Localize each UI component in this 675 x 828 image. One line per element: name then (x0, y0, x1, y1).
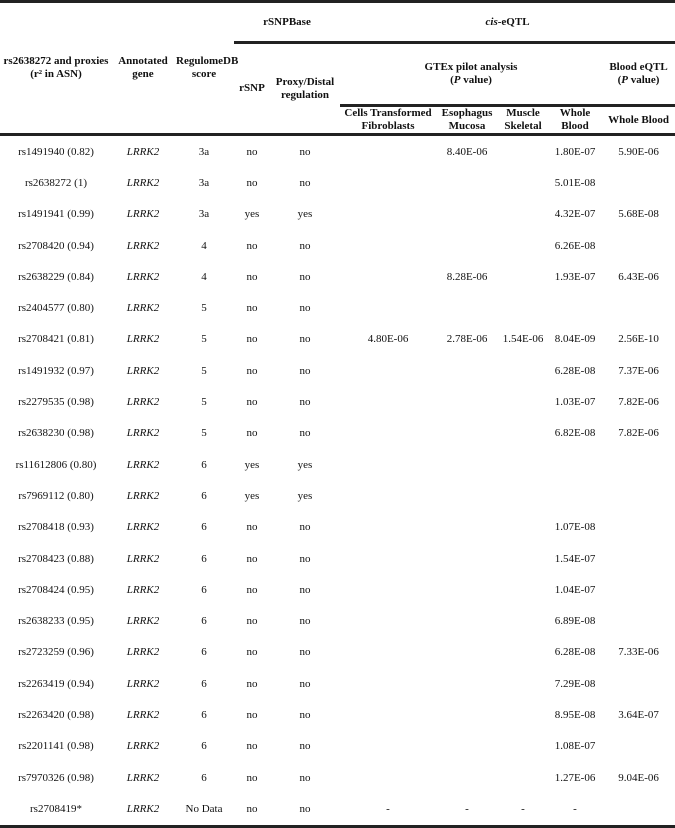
whole-blood-gtex-cell: 6.89E-08 (554, 615, 596, 628)
whole-blood-gtex-cell: 8.04E-09 (554, 333, 596, 346)
muscle-pvalue-cell (498, 731, 548, 762)
snp-cell: rs2708423 (0.88) (18, 552, 94, 565)
muscle-pvalue-cell (498, 355, 548, 386)
snp-cell: rs1491932 (0.97) (18, 364, 94, 377)
regulome-cell: No Data (174, 793, 234, 826)
rsnp-cell: no (246, 396, 258, 409)
whole-blood-eqtl-cell: 6.43E-06 (618, 270, 659, 283)
proxy-cell: no (299, 270, 311, 283)
snp-cell: rs2708419* (0, 793, 112, 826)
esophagus-pvalue-cell (436, 543, 498, 574)
proxy-cell: no (299, 708, 311, 721)
muscle-pvalue-cell (498, 167, 548, 198)
regulome-cell: 6 (201, 646, 207, 659)
regulome-cell: 5 (201, 427, 207, 440)
header-gtex: GTEx pilot analysis (P value) (340, 43, 602, 106)
snp-cell: rs2263420 (0.98) (18, 708, 94, 721)
cells-pvalue-cell (340, 261, 436, 292)
whole-blood-eqtl-cell (602, 574, 675, 605)
whole-blood-gtex-cell: 1.04E-07 (554, 583, 596, 596)
whole-blood-gtex-cell: 1.07E-08 (554, 521, 596, 534)
header-whole-blood: Whole Blood (602, 106, 675, 135)
cells-pvalue-cell (340, 386, 436, 417)
whole-blood-gtex-cell: 1.03E-07 (554, 396, 596, 409)
gene-cell: LRRK2 (126, 771, 160, 784)
p-label: P (621, 74, 628, 86)
muscle-pvalue-cell (498, 543, 548, 574)
whole-blood-eqtl-cell: 3.64E-07 (618, 708, 659, 721)
table-row (0, 699, 675, 730)
esophagus-pvalue-cell (436, 199, 498, 230)
esophagus-pvalue-cell (436, 574, 498, 605)
gene-cell: LRRK2 (126, 583, 160, 596)
gene-cell: LRRK2 (126, 677, 160, 690)
muscle-pvalue-cell (498, 386, 548, 417)
header-gene: Annotated gene (112, 2, 174, 135)
proxy-cell: yes (297, 489, 313, 502)
snp-cell: rs2638233 (0.95) (18, 615, 94, 628)
snp-cell: rs1491941 (0.99) (18, 208, 94, 221)
table-row (0, 418, 675, 449)
table-row (0, 793, 675, 826)
regulome-cell: 4 (201, 270, 207, 283)
regulome-cell: 6 (201, 521, 207, 534)
gene-cell: LRRK2 (126, 208, 160, 221)
gene-cell: LRRK2 (126, 708, 160, 721)
cells-pvalue-cell: 4.80E-06 (367, 333, 409, 346)
proxy-cell: no (299, 396, 311, 409)
rsnp-cell: no (246, 427, 258, 440)
whole-blood-eqtl-cell (602, 167, 675, 198)
muscle-pvalue-cell (498, 199, 548, 230)
muscle-pvalue-cell (498, 668, 548, 699)
header-esophagus: Esophagus Mucosa (436, 106, 498, 135)
proxy-cell: no (299, 646, 311, 659)
gene-cell: LRRK2 (126, 176, 160, 189)
whole-blood-gtex-cell (548, 292, 602, 323)
gene-cell: LRRK2 (126, 270, 160, 283)
snp-cell: rs1491940 (0.82) (18, 145, 94, 158)
table-row (0, 449, 675, 480)
esophagus-pvalue-cell: - (436, 793, 498, 826)
esophagus-pvalue-cell (436, 418, 498, 449)
header-proxy: Proxy/Distal regulation (270, 43, 340, 135)
whole-blood-eqtl-cell: 5.68E-08 (618, 208, 659, 221)
whole-blood-eqtl-cell: 7.82E-06 (618, 396, 659, 409)
rsnp-cell: no (246, 771, 258, 784)
proxy-cell: no (299, 145, 311, 158)
regulome-cell: 4 (201, 239, 207, 252)
table-row (0, 135, 675, 168)
esophagus-pvalue-cell (436, 167, 498, 198)
whole-blood-eqtl-cell (602, 605, 675, 636)
snp-cell: rs2263419 (0.94) (18, 677, 94, 690)
muscle-pvalue-cell (498, 605, 548, 636)
whole-blood-eqtl-cell (602, 793, 675, 826)
muscle-pvalue-cell (498, 574, 548, 605)
regulome-cell: 6 (201, 552, 207, 565)
table-row (0, 355, 675, 386)
table-row (0, 480, 675, 511)
cells-pvalue-cell (340, 543, 436, 574)
snp-cell: rs2708418 (0.93) (18, 521, 94, 534)
value-label: value) (460, 74, 492, 86)
gene-cell: LRRK2 (126, 145, 160, 158)
regulome-cell: 3a (198, 145, 210, 158)
whole-blood-eqtl-cell (602, 480, 675, 511)
gene-cell: LRRK2 (126, 396, 160, 409)
blood-label: Blood eQTL (609, 61, 668, 73)
cells-pvalue-cell (340, 167, 436, 198)
table-row (0, 230, 675, 261)
muscle-pvalue-cell: 1.54E-06 (502, 333, 544, 346)
cells-pvalue-cell (340, 418, 436, 449)
cells-pvalue-cell: - (340, 793, 436, 826)
cells-pvalue-cell (340, 699, 436, 730)
esophagus-pvalue-cell (436, 355, 498, 386)
esophagus-pvalue-cell (436, 449, 498, 480)
header-snp: rs2638272 and proxies (r² in ASN) (0, 2, 112, 135)
gtex-label: GTEx pilot analysis (424, 61, 518, 73)
esophagus-pvalue-cell (436, 605, 498, 636)
rsnp-cell: no (246, 583, 258, 596)
whole-blood-eqtl-cell (602, 512, 675, 543)
header-regulome: RegulomeDB score (174, 2, 234, 135)
table-row (0, 386, 675, 417)
proxy-cell: no (299, 333, 311, 346)
muscle-pvalue-cell (498, 762, 548, 793)
gene-cell: LRRK2 (126, 427, 160, 440)
rsnp-cell: no (246, 145, 258, 158)
whole-blood-gtex-cell (548, 449, 602, 480)
gene-cell: LRRK2 (126, 364, 160, 377)
header-cells: Cells Transformed Fibroblasts (340, 106, 436, 135)
rsnp-cell: yes (244, 208, 260, 221)
rsnp-cell: no (246, 615, 258, 628)
esophagus-pvalue-cell: 2.78E-06 (446, 333, 488, 346)
muscle-pvalue-cell (498, 637, 548, 668)
regulome-cell: 5 (201, 396, 207, 409)
proxy-cell: no (299, 771, 311, 784)
whole-blood-eqtl-cell (602, 731, 675, 762)
whole-blood-eqtl-cell (602, 230, 675, 261)
snp-cell: rs11612806 (0.80) (15, 458, 97, 471)
snp-cell: rs2708420 (0.94) (18, 239, 94, 252)
whole-blood-gtex-cell: 1.08E-07 (554, 740, 596, 753)
snp-cell: rs2201141 (0.98) (18, 740, 94, 753)
table-row (0, 605, 675, 636)
regulome-cell: 6 (201, 740, 207, 753)
whole-blood-gtex-cell: - (548, 793, 602, 826)
gene-cell: LRRK2 (126, 740, 160, 753)
esophagus-pvalue-cell (436, 292, 498, 323)
regulome-cell: 5 (201, 333, 207, 346)
muscle-pvalue-cell (498, 449, 548, 480)
regulome-cell: 6 (201, 583, 207, 596)
header-rsnp: rSNP (234, 43, 270, 135)
whole-blood-gtex-cell: 4.32E-07 (554, 208, 596, 221)
muscle-pvalue-cell (498, 699, 548, 730)
snp-cell: rs2638272 (1) (24, 176, 88, 189)
snp-cell: rs2404577 (0.80) (18, 302, 94, 315)
rsnp-cell: no (246, 302, 258, 315)
regulome-cell: 6 (201, 458, 207, 471)
table-row (0, 637, 675, 668)
rsnp-cell: no (234, 793, 270, 826)
value-label: value) (628, 74, 660, 86)
table-row (0, 574, 675, 605)
muscle-pvalue-cell (498, 292, 548, 323)
esophagus-pvalue-cell: 8.40E-06 (446, 145, 488, 158)
whole-blood-eqtl-cell (602, 449, 675, 480)
proxy-cell: yes (297, 458, 313, 471)
regulome-cell: 6 (201, 708, 207, 721)
whole-blood-eqtl-cell: 7.37E-06 (618, 364, 659, 377)
whole-blood-gtex-cell: 6.26E-08 (554, 239, 596, 252)
proxy-cell: no (299, 583, 311, 596)
snp-cell: rs2708424 (0.95) (18, 583, 94, 596)
header-muscle: Muscle Skeletal (498, 106, 548, 135)
whole-blood-gtex-cell: 5.01E-08 (554, 176, 596, 189)
muscle-pvalue-cell: - (498, 793, 548, 826)
regulome-cell: 6 (201, 615, 207, 628)
p-label: P (453, 74, 461, 86)
snp-cell: rs2638229 (0.84) (18, 270, 94, 283)
header-cis-eqtl (340, 2, 675, 43)
whole-blood-gtex-cell: 6.28E-08 (554, 364, 596, 377)
cells-pvalue-cell (340, 637, 436, 668)
table-body (0, 135, 675, 827)
whole-blood-gtex-cell: 6.82E-08 (554, 427, 596, 440)
rsnp-cell: no (246, 708, 258, 721)
whole-blood-gtex-cell: 7.29E-08 (554, 677, 596, 690)
gene-cell: LRRK2 (126, 333, 160, 346)
muscle-pvalue-cell (498, 261, 548, 292)
snp-cell: rs7970326 (0.98) (18, 771, 94, 784)
snp-cell: rs7969112 (0.80) (18, 489, 94, 502)
gene-cell: LRRK2 (126, 646, 160, 659)
gene-cell: LRRK2 (126, 489, 160, 502)
table-row (0, 731, 675, 762)
proxy-cell: no (299, 552, 311, 565)
rsnp-cell: yes (244, 458, 260, 471)
whole-blood-gtex-cell: 1.27E-06 (554, 771, 596, 784)
cells-pvalue-cell (340, 292, 436, 323)
esophagus-pvalue-cell (436, 230, 498, 261)
cis-label: cis (485, 15, 498, 28)
gene-cell: LRRK2 (126, 302, 160, 315)
whole-blood-eqtl-cell: 2.56E-10 (618, 333, 659, 346)
muscle-pvalue-cell (498, 480, 548, 511)
whole-blood-gtex-cell: 8.95E-08 (554, 708, 596, 721)
rsnp-cell: no (246, 552, 258, 565)
whole-blood-eqtl-cell: 5.90E-06 (618, 145, 659, 158)
gene-cell: LRRK2 (126, 552, 160, 565)
whole-blood-gtex-cell: 1.80E-07 (554, 145, 596, 158)
rsnp-cell: no (246, 521, 258, 534)
whole-blood-eqtl-cell (602, 668, 675, 699)
rsnp-cell: yes (244, 489, 260, 502)
regulome-cell: 3a (198, 176, 210, 189)
eqtl-label: -eQTL (497, 15, 530, 28)
cells-pvalue-cell (340, 230, 436, 261)
cells-pvalue-cell (340, 731, 436, 762)
whole-blood-eqtl-cell: 7.33E-06 (618, 646, 659, 659)
header-blood-eqtl: Blood eQTL (P value) (602, 43, 675, 106)
cells-pvalue-cell (340, 449, 436, 480)
whole-blood-gtex-cell: 6.28E-08 (554, 646, 596, 659)
header-whole-blood-gtex: Whole Blood (548, 106, 602, 135)
rsnp-cell: no (246, 364, 258, 377)
proxy-cell: no (299, 302, 311, 315)
cells-pvalue-cell (340, 355, 436, 386)
snp-cell: rs2723259 (0.96) (18, 646, 94, 659)
regulome-cell: 6 (201, 489, 207, 502)
whole-blood-gtex-cell (548, 480, 602, 511)
cells-pvalue-cell (340, 480, 436, 511)
header-rsnpbase: rSNPBase (234, 2, 340, 43)
whole-blood-eqtl-cell: 7.82E-06 (618, 427, 659, 440)
proxy-cell: no (299, 364, 311, 377)
cells-pvalue-cell (340, 512, 436, 543)
esophagus-pvalue-cell (436, 731, 498, 762)
snp-cell: rs2708421 (0.81) (18, 333, 94, 346)
rsnp-cell: no (246, 646, 258, 659)
esophagus-pvalue-cell (436, 480, 498, 511)
cells-pvalue-cell (340, 668, 436, 699)
rsnp-cell: no (246, 333, 258, 346)
table-row (0, 167, 675, 198)
rsnp-cell: no (246, 270, 258, 283)
rsnp-cell: no (246, 176, 258, 189)
whole-blood-eqtl-cell (602, 543, 675, 574)
proxy-cell: no (270, 793, 340, 826)
regulome-cell: 5 (201, 364, 207, 377)
table-row (0, 261, 675, 292)
proxy-cell: no (299, 427, 311, 440)
proxy-cell: no (299, 176, 311, 189)
regulome-cell: 6 (201, 677, 207, 690)
muscle-pvalue-cell (498, 418, 548, 449)
table-row (0, 512, 675, 543)
proxy-cell: no (299, 740, 311, 753)
table-row (0, 199, 675, 230)
table-row (0, 324, 675, 355)
gene-cell: LRRK2 (126, 458, 160, 471)
proxy-cell: no (299, 677, 311, 690)
esophagus-pvalue-cell (436, 386, 498, 417)
regulome-cell: 6 (201, 771, 207, 784)
table-row (0, 762, 675, 793)
esophagus-pvalue-cell (436, 668, 498, 699)
cells-pvalue-cell (340, 199, 436, 230)
esophagus-pvalue-cell (436, 637, 498, 668)
rsnp-cell: no (246, 239, 258, 252)
muscle-pvalue-cell (498, 512, 548, 543)
snp-cell: rs2638230 (0.98) (18, 427, 94, 440)
gene-cell: LRRK2 (126, 521, 160, 534)
esophagus-pvalue-cell (436, 512, 498, 543)
whole-blood-eqtl-cell (602, 292, 675, 323)
regulome-cell: 5 (201, 302, 207, 315)
gene-cell: LRRK2 (126, 615, 160, 628)
muscle-pvalue-cell (498, 135, 548, 168)
cells-pvalue-cell (340, 135, 436, 168)
whole-blood-gtex-cell: 1.93E-07 (554, 270, 596, 283)
cells-pvalue-cell (340, 762, 436, 793)
gene-cell: LRRK2 (126, 239, 160, 252)
cells-pvalue-cell (340, 574, 436, 605)
esophagus-pvalue-cell (436, 762, 498, 793)
whole-blood-gtex-cell: 1.54E-07 (554, 552, 596, 565)
proxy-cell: no (299, 615, 311, 628)
gene-cell: LRRK2 (112, 793, 174, 826)
proxy-cell: yes (297, 208, 313, 221)
cells-pvalue-cell (340, 605, 436, 636)
regulome-cell: 3a (198, 208, 210, 221)
rsnp-cell: no (246, 740, 258, 753)
rsnp-cell: no (246, 677, 258, 690)
table-row (0, 292, 675, 323)
esophagus-pvalue-cell (436, 699, 498, 730)
table-row (0, 668, 675, 699)
proxy-cell: no (299, 239, 311, 252)
snp-cell: rs2279535 (0.98) (18, 396, 94, 409)
whole-blood-eqtl-cell: 9.04E-06 (618, 771, 659, 784)
table-row (0, 543, 675, 574)
muscle-pvalue-cell (498, 230, 548, 261)
proxy-cell: no (299, 521, 311, 534)
esophagus-pvalue-cell: 8.28E-06 (446, 270, 488, 283)
